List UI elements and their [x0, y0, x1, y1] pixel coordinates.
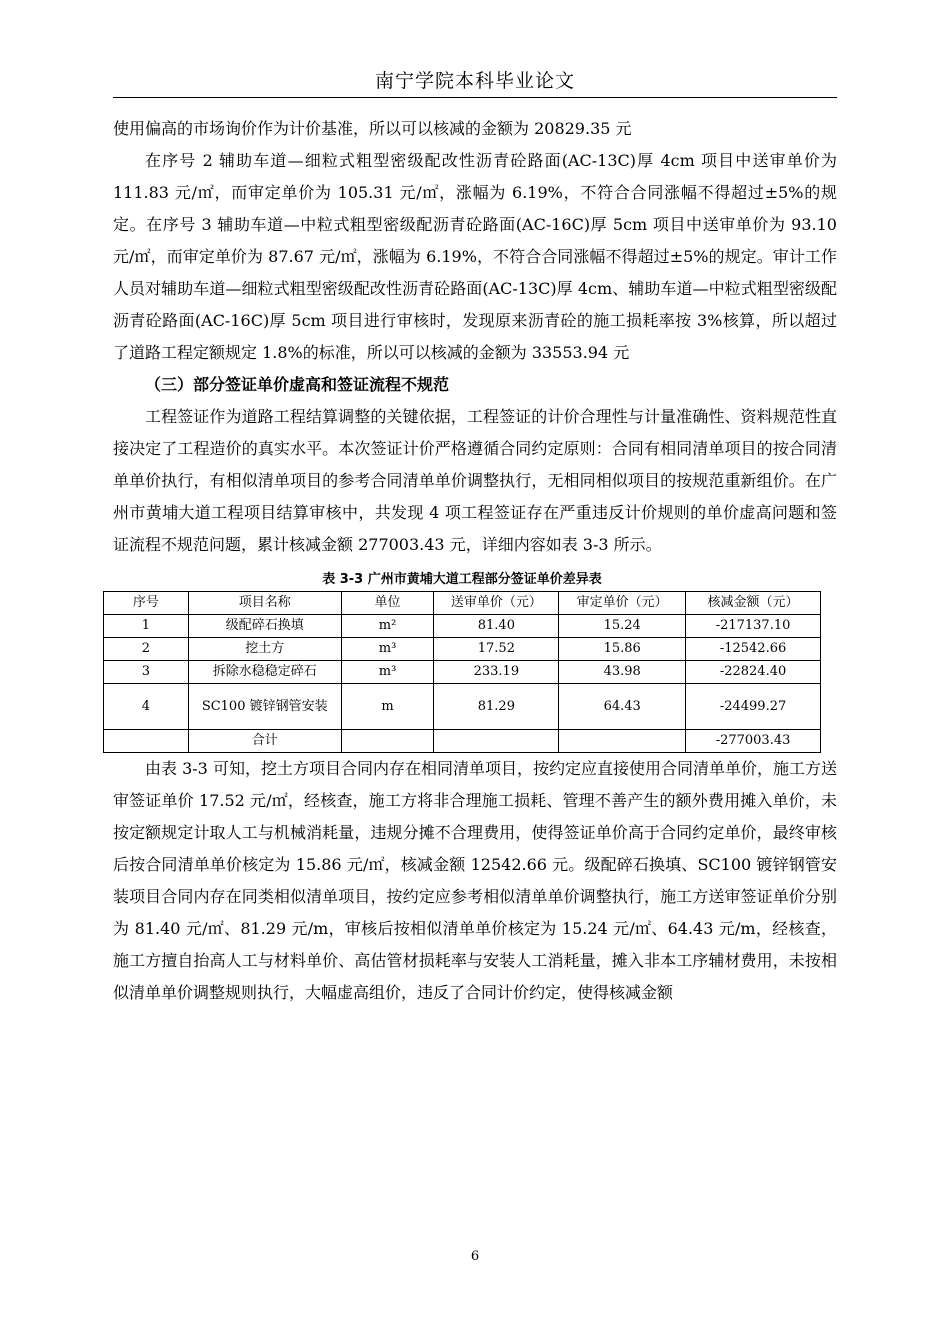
header-cell: 序号	[104, 592, 189, 615]
table-cell: 1	[104, 615, 189, 638]
table-cell: -24499.27	[686, 684, 821, 730]
table-cell	[559, 730, 686, 753]
paragraph-1: 使用偏高的市场询价作为计价基准，所以可以核减的金额为 20829.35 元	[113, 119, 632, 138]
table-cell: m²	[341, 615, 434, 638]
paragraph-4: 由表 3-3 可知，挖土方项目合同内存在相同清单项目，按约定应直接使用合同清单单价，施工方送审签证单价 17.52 元/㎡，经核查，施工方将非合理施工损耗、管理不善产生的额外费用摊入单价，未按定额规定计取人工与机械消耗量，违规分摊不合理费用，使得签证单价高于合同约定单价，最终审核后按合同清单单价核定为 15.86 元/㎡，核减金额 12542.66 元。级配碎石换填、SC100 镀锌钢管安装项目合同内存在同类相似清单项目，按约定应参考相似清单单价调整执行，施工方送审签证单价分别为 81.40 元/㎡、81.29 元/m，审核后按相似清单单价核定为 15.24 元/㎡、64.43 元/m，经核查，施工方擅自抬高人工与材料单价、高估管材损耗率与安装人工消耗量，摊入非本工序辅材费用，未按相似清单单价调整规则执行，大幅虚高组价，违反了合同计价约定，使得核减金额	[113, 759, 837, 1002]
header-cell: 送审单价（元）	[434, 592, 559, 615]
table-cell: 81.40	[434, 615, 559, 638]
running-header: 南宁学院本科毕业论文	[374, 70, 575, 92]
header-cell: 单位	[341, 592, 434, 615]
table-cell	[104, 730, 189, 753]
table-cell: m³	[341, 638, 434, 661]
table-cell: 级配碎石换填	[188, 615, 341, 638]
table-cell: -217137.10	[686, 615, 821, 638]
table-cell: 15.24	[559, 615, 686, 638]
table-cell: 3	[104, 661, 189, 684]
table-cell: -22824.40	[686, 661, 821, 684]
section-heading: （三）部分签证单价虚高和签证流程不规范	[145, 375, 450, 394]
table-cell: m	[341, 684, 434, 730]
header-rule	[113, 97, 837, 98]
table-cell: -12542.66	[686, 638, 821, 661]
table-row	[104, 615, 821, 638]
table-cell: 233.19	[434, 661, 559, 684]
header-cell: 项目名称	[188, 592, 341, 615]
header-cell: 审定单价（元）	[559, 592, 686, 615]
table-cell: 拆除水稳稳定碎石	[188, 661, 341, 684]
total-value: -277003.43	[686, 730, 821, 753]
table-cell	[434, 730, 559, 753]
table-cell: 4	[104, 684, 189, 730]
visa-price-difference-table	[103, 591, 821, 753]
table-row	[104, 638, 821, 661]
table-cell: 64.43	[559, 684, 686, 730]
table-cell: 17.52	[434, 638, 559, 661]
paragraph-3: 工程签证作为道路工程结算调整的关键依据，工程签证的计价合理性与计量准确性、资料规范性直接决定了工程造价的真实水平。本次签证计价严格遵循合同约定原则：合同有相同清单项目的按合同清单单价执行，有相似清单项目的参考合同清单单价调整执行，无相同相似项目的按规范重新组价。在广州市黄埔大道工程项目结算审核中，共发现 4 项工程签证存在严重违反计价规则的单价虚高问题和签证流程不规范问题，累计核减金额 277003.43 元，详细内容如表 3-3 所示。	[113, 407, 837, 554]
table-container	[103, 571, 821, 753]
table-cell: 15.86	[559, 638, 686, 661]
page-body	[113, 113, 837, 1009]
table-row	[104, 661, 821, 684]
page-number: 6	[470, 1249, 480, 1264]
table-header-row	[104, 592, 821, 615]
table-cell: 81.29	[434, 684, 559, 730]
table-row	[104, 684, 821, 730]
table-cell	[341, 730, 434, 753]
total-label: 合计	[188, 730, 341, 753]
header-cell: 核减金额（元）	[686, 592, 821, 615]
table-caption: 表 3-3 广州市黄埔大道工程部分签证单价差异表	[322, 572, 602, 587]
table-cell: 2	[104, 638, 189, 661]
table-cell: m³	[341, 661, 434, 684]
table-cell: SC100 镀锌钢管安装	[188, 684, 341, 730]
table-cell: 43.98	[559, 661, 686, 684]
table-cell: 挖土方	[188, 638, 341, 661]
table-total-row	[104, 730, 821, 753]
paragraph-2: 在序号 2 辅助车道—细粒式粗型密级配改性沥青砼路面(AC-13C)厚 4cm 项目中送审单价为 111.83 元/㎡，而审定单价为 105.31 元/㎡，涨幅为 6.19%，不符合合同涨幅不得超过±5%的规定。在序号 3 辅助车道—中粒式粗型密级配沥青砼路面(AC-16C)厚 5cm 项目中送审单价为 93.10 元/㎡，而审定单价为 87.67 元/㎡，涨幅为 6.19%，不符合合同涨幅不得超过±5%的规定。审计工作人员对辅助车道—细粒式粗型密级配改性沥青砼路面(AC-13C)厚 4cm、辅助车道—中粒式粗型密级配沥青砼路面(AC-16C)厚 5cm 项目进行审核时，发现原来沥青砼的施工损耗率按 3%核算，所以超过了道路工程定额规定 1.8%的标准，所以可以核减的金额为 33553.94 元	[113, 151, 837, 362]
